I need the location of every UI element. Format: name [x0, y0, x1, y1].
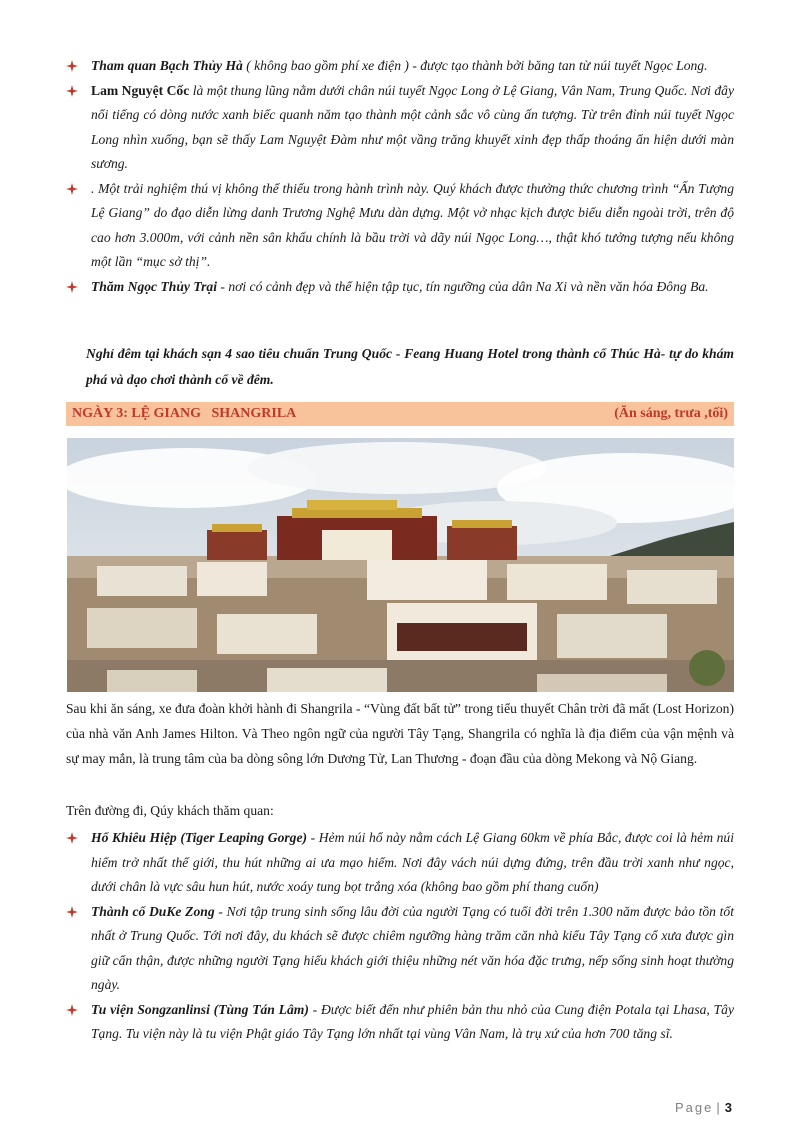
item-title: Hổ Khiêu Hiệp (Tiger Leaping Gorge) [91, 830, 308, 845]
attractions-list-top [66, 54, 734, 299]
item-text: . Một trải nghiệm thú vị không thể thiếu trong hành trình này. Quý khách được thưởng thức chương trình “Ấn Tượng Lệ Giang” do đạo diễn lừng danh Trương Nghệ Mưu dàn dựng. Một vở nhạc kịch được biểu diễn ngoài trời, trên độ cao hơn 3.000m, với cảnh nền sân khấu chính là bầu trời và dãy núi Ngọc Long…, thật khó tưởng tượng nếu không một lần “mục sở thị”. [91, 180, 734, 269]
list-item [66, 826, 734, 900]
footer-separator: | [716, 1100, 722, 1115]
footer-label: Page [675, 1100, 714, 1115]
list-item [66, 998, 734, 1047]
item-title: Thành cổ DuKe Zong [91, 903, 215, 919]
item-title: Lam Nguyệt Cốc [91, 82, 190, 98]
diamond-bullet-icon [66, 906, 78, 918]
diamond-bullet-icon [66, 60, 78, 72]
item-title: Thăm Ngọc Thủy Trại [91, 278, 217, 294]
day-header [66, 402, 734, 426]
page-footer [675, 1100, 732, 1115]
item-text: - Nơi tập trung sinh sống lâu đời của người Tạng có tuổi đời trên 1.300 năm được bảo tồn tốt nhất ở Trung Quốc. Tới nơi đây, du khách sẽ được chiêm ngưỡng hàng trăm căn nhà kiểu Tây Tạng cổ xưa được gìn giữ cẩn thận, được những người Tạng hiếu khách giới thiệu những nét văn hóa đặc trưng, nếp sống sinh hoạt thường ngày. [91, 903, 734, 992]
meals-info: (Ăn sáng, trưa ,tối) [614, 406, 728, 421]
page-number: 3 [724, 1100, 732, 1115]
monastery-photo [67, 438, 734, 692]
route-intro: Trên đường đi, Qúy khách thăm quan: [66, 803, 274, 818]
list-item [66, 79, 734, 177]
item-text: - Hẻm núi hổ này nằm cách Lệ Giang 60km về phía Bắc, được coi là hẻm núi hiểm trở nhất thế giới, thu hút những ai ưa mạo hiểm. Nơi đây vách núi dựng đứng, trên đầu trời xanh như ngọc, dưới chân là vực sâu hun hút, nước xoáy tung bọt trắng xóa (không bao gồm phí thang cuốn) [91, 830, 734, 894]
diamond-bullet-icon [66, 281, 78, 293]
item-title: Tu viện Songzanlinsi (Tùng Tán Lâm) [91, 1001, 309, 1017]
list-item [66, 275, 734, 300]
item-text: ( không bao gồm phí xe điện ) - được tạo thành bởi băng tan từ núi tuyết Ngọc Long. [242, 58, 708, 73]
list-item [66, 54, 734, 79]
item-text: là một thung lũng nằm dưới chân núi tuyết Ngọc Long ở Lệ Giang, Vân Nam, Trung Quốc. Nơi đây nổi tiếng có dòng nước xanh biếc quanh năm tạo thành một cảnh sắc vô cùng ấn tượng. Từ trên đỉnh núi tuyết Ngọc Long nhìn xuống, bạn sẽ thấy Lam Nguyệt Đàm như một vầng trăng khuyết xinh đẹp thấp thoáng ẩn hiện dưới màn sương. [91, 82, 735, 171]
day-title: NGÀY 3: LỆ GIANG SHANGRILA [72, 406, 297, 421]
diamond-bullet-icon [66, 832, 78, 844]
diamond-bullet-icon [66, 183, 78, 195]
item-text: - Được biết đến như phiên bản thu nhỏ của Cung điện Potala tại Lhasa, Tây Tạng. Tu viện này là tu viện Phật giáo Tây Tạng lớn nhất tại vùng Vân Nam, là trụ xứ của hơn 700 tăng sĩ. [91, 1001, 734, 1041]
intro-paragraph: Sau khi ăn sáng, xe đưa đoàn khởi hành đi Shangrila - “Vùng đất bất tử” trong tiểu thuyết Chân trời đã mất (Lost Horizon) của nhà văn Anh James Hilton. Và Theo ngôn ngữ của người Tây Tạng, Shangrila có nghĩa là địa điểm của vận mệnh và sự may mắn, là trung tâm của ba dòng sông lớn Dương Tử, Lan Thương - đoạn đầu của dòng Mekong và Nộ Giang. [66, 701, 734, 766]
diamond-bullet-icon [66, 1004, 78, 1016]
list-item [66, 900, 734, 998]
item-title: Tham quan Bạch Thủy Hà [91, 58, 243, 73]
list-item [66, 177, 734, 275]
diamond-bullet-icon [66, 85, 78, 97]
item-text: - nơi có cảnh đẹp và thể hiện tập tục, tín ngưỡng của dân Na Xi và nền văn hóa Đông Ba. [217, 278, 709, 294]
overnight-note: Nghỉ đêm tại khách sạn 4 sao tiêu chuẩn Trung Quốc - Feang Huang Hotel trong thành cổ Thúc Hà- tự do khám phá và dạo chơi thành cổ về đêm. [86, 346, 734, 387]
attractions-list-bottom [66, 826, 734, 1047]
